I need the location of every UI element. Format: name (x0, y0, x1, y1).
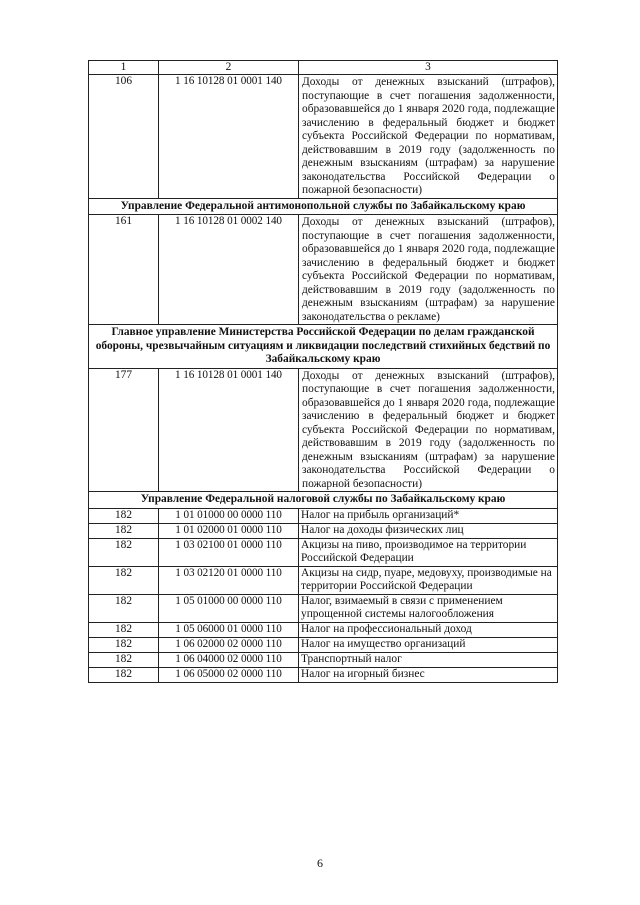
table-row (89, 538, 558, 566)
column-number: 3 (299, 61, 558, 75)
budget-code: 1 03 02120 01 0000 110 (159, 566, 299, 594)
row-number: 182 (89, 637, 159, 652)
section-heading-row (89, 198, 558, 215)
revenue-description: Налог на имущество организаций (299, 637, 558, 652)
revenue-description: Транспортный налог (299, 652, 558, 667)
revenue-description: Акцизы на пиво, производимое на территории Российской Федерации (299, 538, 558, 566)
row-number: 182 (89, 594, 159, 622)
table-row (89, 523, 558, 538)
budget-code: 1 06 05000 02 0000 110 (159, 667, 299, 682)
row-number: 182 (89, 652, 159, 667)
table-row (89, 652, 558, 667)
section-heading: Управление Федеральной налоговой службы по Забайкальскому краю (89, 492, 558, 509)
column-number: 2 (159, 61, 299, 75)
budget-code: 1 01 01000 00 0000 110 (159, 508, 299, 523)
revenue-description: Налог на прибыль организаций* (299, 508, 558, 523)
table-row (89, 566, 558, 594)
revenue-description: Доходы от денежных взысканий (штрафов), поступающие в счет погашения задолженности, образовавшейся до 1 января 2020 года, подлежащие зачислению в федеральный бюджет и бюджет субъекта Российской Федерации по нормативам, действовавшим в 2019 году (задолженность по денежным взысканиям (штрафам) за нарушение законодательства Российской Федерации о пожарной безопасности) (299, 368, 558, 492)
table-row (89, 368, 558, 492)
column-number-row (89, 61, 558, 75)
row-number: 182 (89, 538, 159, 566)
table-row (89, 667, 558, 682)
row-number: 177 (89, 368, 159, 492)
column-number: 1 (89, 61, 159, 75)
table-row (89, 622, 558, 637)
table-row (89, 594, 558, 622)
revenue-description: Налог на доходы физических лиц (299, 523, 558, 538)
revenue-description: Доходы от денежных взысканий (штрафов), поступающие в счет погашения задолженности, образовавшейся до 1 января 2020 года, подлежащие зачислению в федеральный бюджет и бюджет субъекта Российской Федерации по нормативам, действовавшим в 2019 году (задолженность по денежным взысканиям (штрафам) за нарушение законодательства о рекламе) (299, 215, 558, 325)
row-number: 182 (89, 622, 159, 637)
budget-code: 1 05 01000 00 0000 110 (159, 594, 299, 622)
budget-code: 1 03 02100 01 0000 110 (159, 538, 299, 566)
row-number: 106 (89, 75, 159, 199)
revenue-description: Налог на игорный бизнес (299, 667, 558, 682)
section-heading: Управление Федеральной антимонопольной службы по Забайкальскому краю (89, 198, 558, 215)
budget-code: 1 16 10128 01 0001 140 (159, 368, 299, 492)
row-number: 161 (89, 215, 159, 325)
budget-code: 1 16 10128 01 0001 140 (159, 75, 299, 199)
budget-code: 1 06 04000 02 0000 110 (159, 652, 299, 667)
revenue-description: Налог, взимаемый в связи с применением упрощенной системы налогообложения (299, 594, 558, 622)
budget-code: 1 05 06000 01 0000 110 (159, 622, 299, 637)
table-row (89, 75, 558, 199)
budget-code: 1 01 02000 01 0000 110 (159, 523, 299, 538)
revenue-description: Акцизы на сидр, пуаре, медовуху, производимые на территории Российской Федерации (299, 566, 558, 594)
row-number: 182 (89, 523, 159, 538)
section-heading-row (89, 492, 558, 509)
section-heading: Главное управление Министерства Российской Федерации по делам гражданской обороны, чрезвычайным ситуациям и ликвидации последствий стихийных бедствий по Забайкальскому краю (89, 325, 558, 369)
row-number: 182 (89, 508, 159, 523)
table-row (89, 637, 558, 652)
revenue-description: Налог на профессиональный доход (299, 622, 558, 637)
page-number: 6 (317, 856, 323, 870)
table-row (89, 215, 558, 325)
budget-code: 1 16 10128 01 0002 140 (159, 215, 299, 325)
revenue-description: Доходы от денежных взысканий (штрафов), поступающие в счет погашения задолженности, образовавшейся до 1 января 2020 года, подлежащие зачислению в федеральный бюджет и бюджет субъекта Российской Федерации по нормативам, действовавшим в 2019 году (задолженность по денежным взысканиям (штрафам) за нарушение законодательства Российской Федерации о пожарной безопасности) (299, 75, 558, 199)
section-heading-row (89, 325, 558, 369)
budget-code: 1 06 02000 02 0000 110 (159, 637, 299, 652)
revenue-codes-table (88, 60, 558, 683)
row-number: 182 (89, 566, 159, 594)
row-number: 182 (89, 667, 159, 682)
table-row (89, 508, 558, 523)
